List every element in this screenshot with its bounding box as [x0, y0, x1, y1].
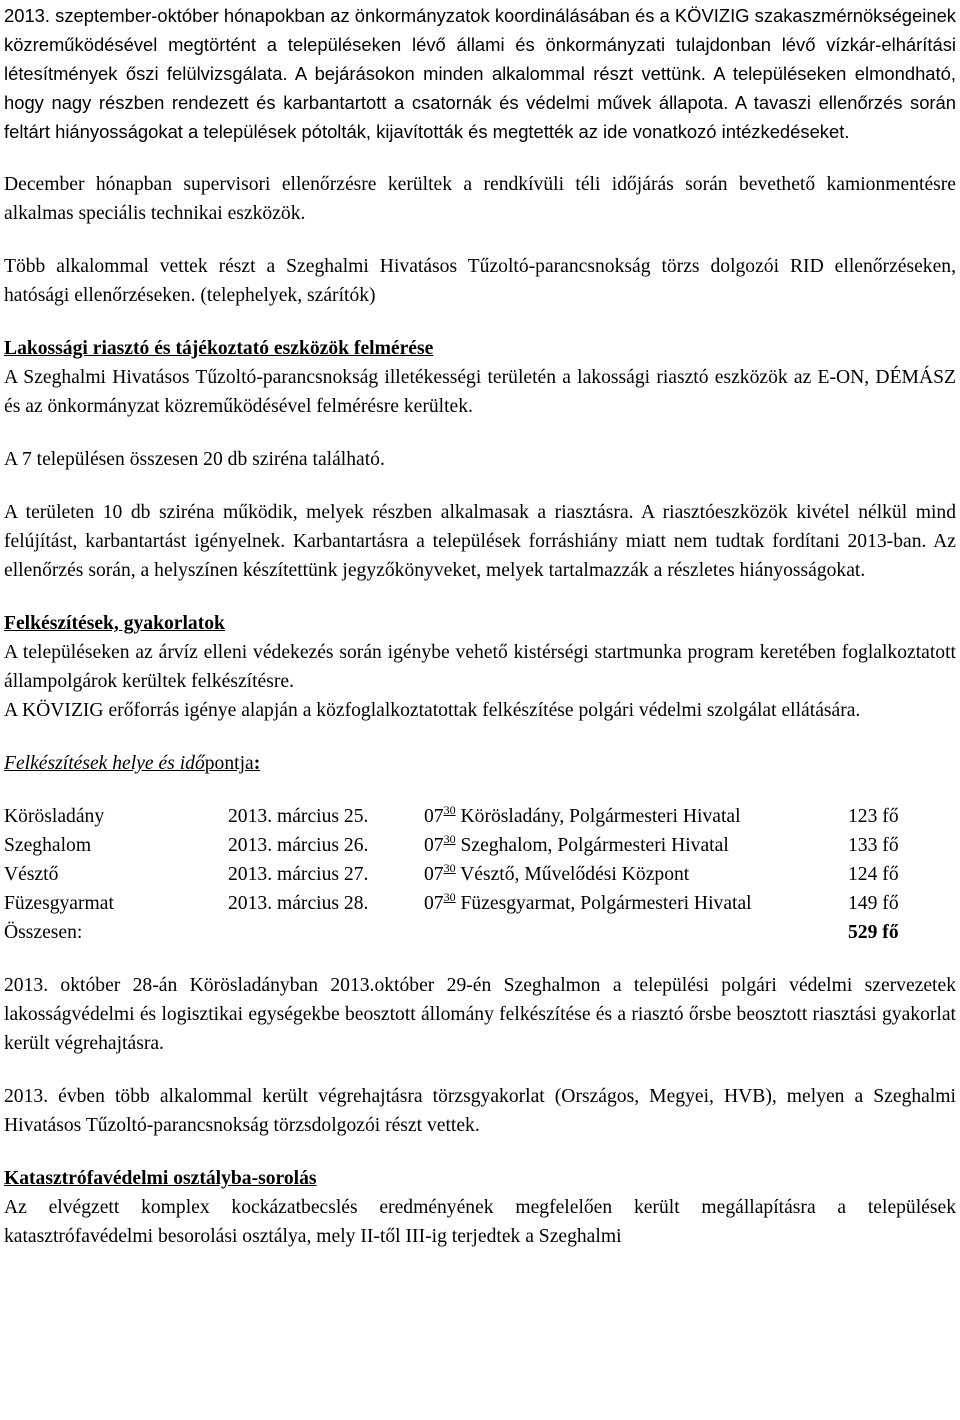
schedule-location-cell	[424, 802, 848, 831]
schedule-time	[424, 861, 456, 885]
spacer	[4, 474, 956, 498]
schedule-location: Füzesgyarmat, Polgármesteri Hivatal	[460, 893, 752, 914]
spacer	[4, 310, 956, 334]
schedule-minute: 30	[443, 890, 456, 904]
schedule-date: 2013. március 27.	[228, 864, 369, 885]
schedule-location-cell	[424, 831, 848, 860]
table-row	[4, 860, 899, 889]
schedule-place: Vésztő	[4, 864, 59, 885]
paragraph-staff-exercise: 2013. évben több alkalommal került végrehajtásra törzsgyakorlat (Országos, Megyei, HVB), melyen a Szeghalmi Hivatásos Tűzoltó-parancsnokság törzsdolgozói részt vettek.	[4, 1086, 956, 1136]
table-row	[4, 802, 899, 831]
paragraph-inspection: 2013. szeptember-október hónapokban az önkormányzatok koordinálásában és a KÖVIZIG szakaszmérnökségeinek közreműködésével megtörtént a településeken lévő állami és önkormányzati tulajdonban lévő vízkár-elhárítási létesítmények őszi felülvizsgálata. A bejárásokon minden alkalommal részt vettünk. A településeken elmondható, hogy nagy részben rendezett és karbantartott a csatornák és védelmi művek állapota. A tavaszi ellenőrzés során feltárt hiányosságokat a települések pótolták, kijavították és megtették az ide vonatkozó intézkedéseket.	[4, 5, 956, 142]
schedule-hour: 07	[424, 893, 444, 914]
training-schedule-table	[4, 802, 899, 947]
schedule-place: Körösladány	[4, 806, 105, 827]
training-places-heading-italic: Felkészítések helye és idő	[4, 753, 205, 774]
paragraph-siren-survey: A Szeghalmi Hivatásos Tűzoltó-parancsnokság illetékességi területén a lakossági riasztó eszközök az E-ON, DÉMÁSZ és az önkormányzat közreműködésével felmérésre kerültek.	[4, 367, 956, 417]
schedule-date: 2013. március 28.	[228, 893, 369, 914]
schedule-place: Füzesgyarmat	[4, 893, 114, 914]
section-heading-sirens: Lakossági riasztó és tájékoztató eszközök felmérése	[4, 338, 434, 359]
training-places-heading-rest: pontja	[204, 753, 254, 774]
paragraph-classification: Az elvégzett komplex kockázatbecslés eredményének megfelelően került megállapításra a települések katasztrófavédelmi besorolási osztálya, mely II-től III-ig terjedtek a Szeghalmi	[4, 1197, 956, 1247]
schedule-location-cell	[424, 889, 848, 918]
schedule-location-cell	[424, 860, 848, 889]
paragraph-training-kovizig: A KÖVIZIG erőforrás igénye alapján a közfoglalkoztatottak felkészítése polgári védelmi szolgálat ellátására.	[4, 700, 861, 721]
schedule-minute: 30	[443, 861, 456, 875]
spacer	[4, 1058, 956, 1082]
spacer	[4, 947, 956, 971]
paragraph-supervisor-check: December hónapban supervisori ellenőrzésre kerültek a rendkívüli téli időjárás során bevethető kamionmentésre alkalmas speciális technikai eszközök.	[4, 174, 956, 224]
schedule-minute: 30	[443, 832, 456, 846]
schedule-count: 123 fő	[848, 806, 899, 827]
schedule-place: Szeghalom	[4, 835, 92, 856]
paragraph-training-flood: A településeken az árvíz elleni védekezés során igénybe vehető kistérségi startmunka program keretében foglalkoztatott állampolgárok kerültek felkészítésre.	[4, 642, 956, 692]
schedule-location: Szeghalom, Polgármesteri Hivatal	[460, 835, 729, 856]
schedule-location: Körösladány, Polgármesteri Hivatal	[460, 806, 741, 827]
schedule-minute: 30	[443, 803, 456, 817]
spacer	[4, 585, 956, 609]
paragraph-rid-checks: Több alkalommal vettek részt a Szeghalmi Hivatásos Tűzoltó-parancsnokság törzs dolgozói RID ellenőrzéseken, hatósági ellenőrzéseken. (telephelyek, szárítók)	[4, 256, 956, 306]
schedule-total-label: Összesen:	[4, 922, 83, 943]
paragraph-october-exercise: 2013. október 28-án Körösladányban 2013.október 29-én Szeghalmon a települési polgári védelmi szervezetek lakosságvédelmi és logisztikai egységekbe beosztott állomány felkészítése és a riasztó őrsbe beosztott riasztási gyakorlat került végrehajtásra.	[4, 975, 956, 1054]
schedule-date: 2013. március 26.	[228, 835, 369, 856]
section-heading-trainings: Felkészítések, gyakorlatok	[4, 613, 225, 634]
schedule-date: 2013. március 25.	[228, 806, 369, 827]
schedule-hour: 07	[424, 806, 444, 827]
spacer	[4, 421, 956, 445]
schedule-location: Vésztő, Művelődési Központ	[460, 864, 690, 885]
spacer	[4, 146, 956, 170]
document-page	[4, 0, 956, 1251]
schedule-hour: 07	[424, 864, 444, 885]
section-heading-classification: Katasztrófavédelmi osztályba-sorolás	[4, 1168, 317, 1189]
spacer	[4, 778, 956, 802]
spacer	[4, 228, 956, 252]
spacer	[4, 725, 956, 749]
training-places-heading	[4, 749, 956, 778]
schedule-count: 149 fő	[848, 893, 899, 914]
paragraph-siren-status: A területen 10 db sziréna működik, melyek részben alkalmasak a riasztásra. A riasztóeszközök kivétel nélkül mind felújítást, karbantartást igényelnek. Karbantartásra a települések forráshiány miatt nem tudtak fordítani 2013-ban. Az ellenőrzés során, a helyszínen készítettünk jegyzőkönyveket, melyek tartalmazzák a részletes hiányosságokat.	[4, 502, 956, 581]
schedule-empty-cell	[424, 918, 848, 947]
schedule-empty-cell	[228, 918, 424, 947]
schedule-time	[424, 832, 456, 856]
spacer	[4, 1140, 956, 1164]
schedule-time	[424, 890, 456, 914]
schedule-total-row	[4, 918, 899, 947]
schedule-time	[424, 803, 456, 827]
table-row	[4, 831, 899, 860]
table-row	[4, 889, 899, 918]
schedule-count: 133 fő	[848, 835, 899, 856]
schedule-total-value: 529 fő	[848, 922, 899, 943]
paragraph-siren-count: A 7 településen összesen 20 db sziréna található.	[4, 449, 385, 470]
schedule-hour: 07	[424, 835, 444, 856]
training-places-heading-colon: :	[253, 753, 261, 774]
schedule-count: 124 fő	[848, 864, 899, 885]
